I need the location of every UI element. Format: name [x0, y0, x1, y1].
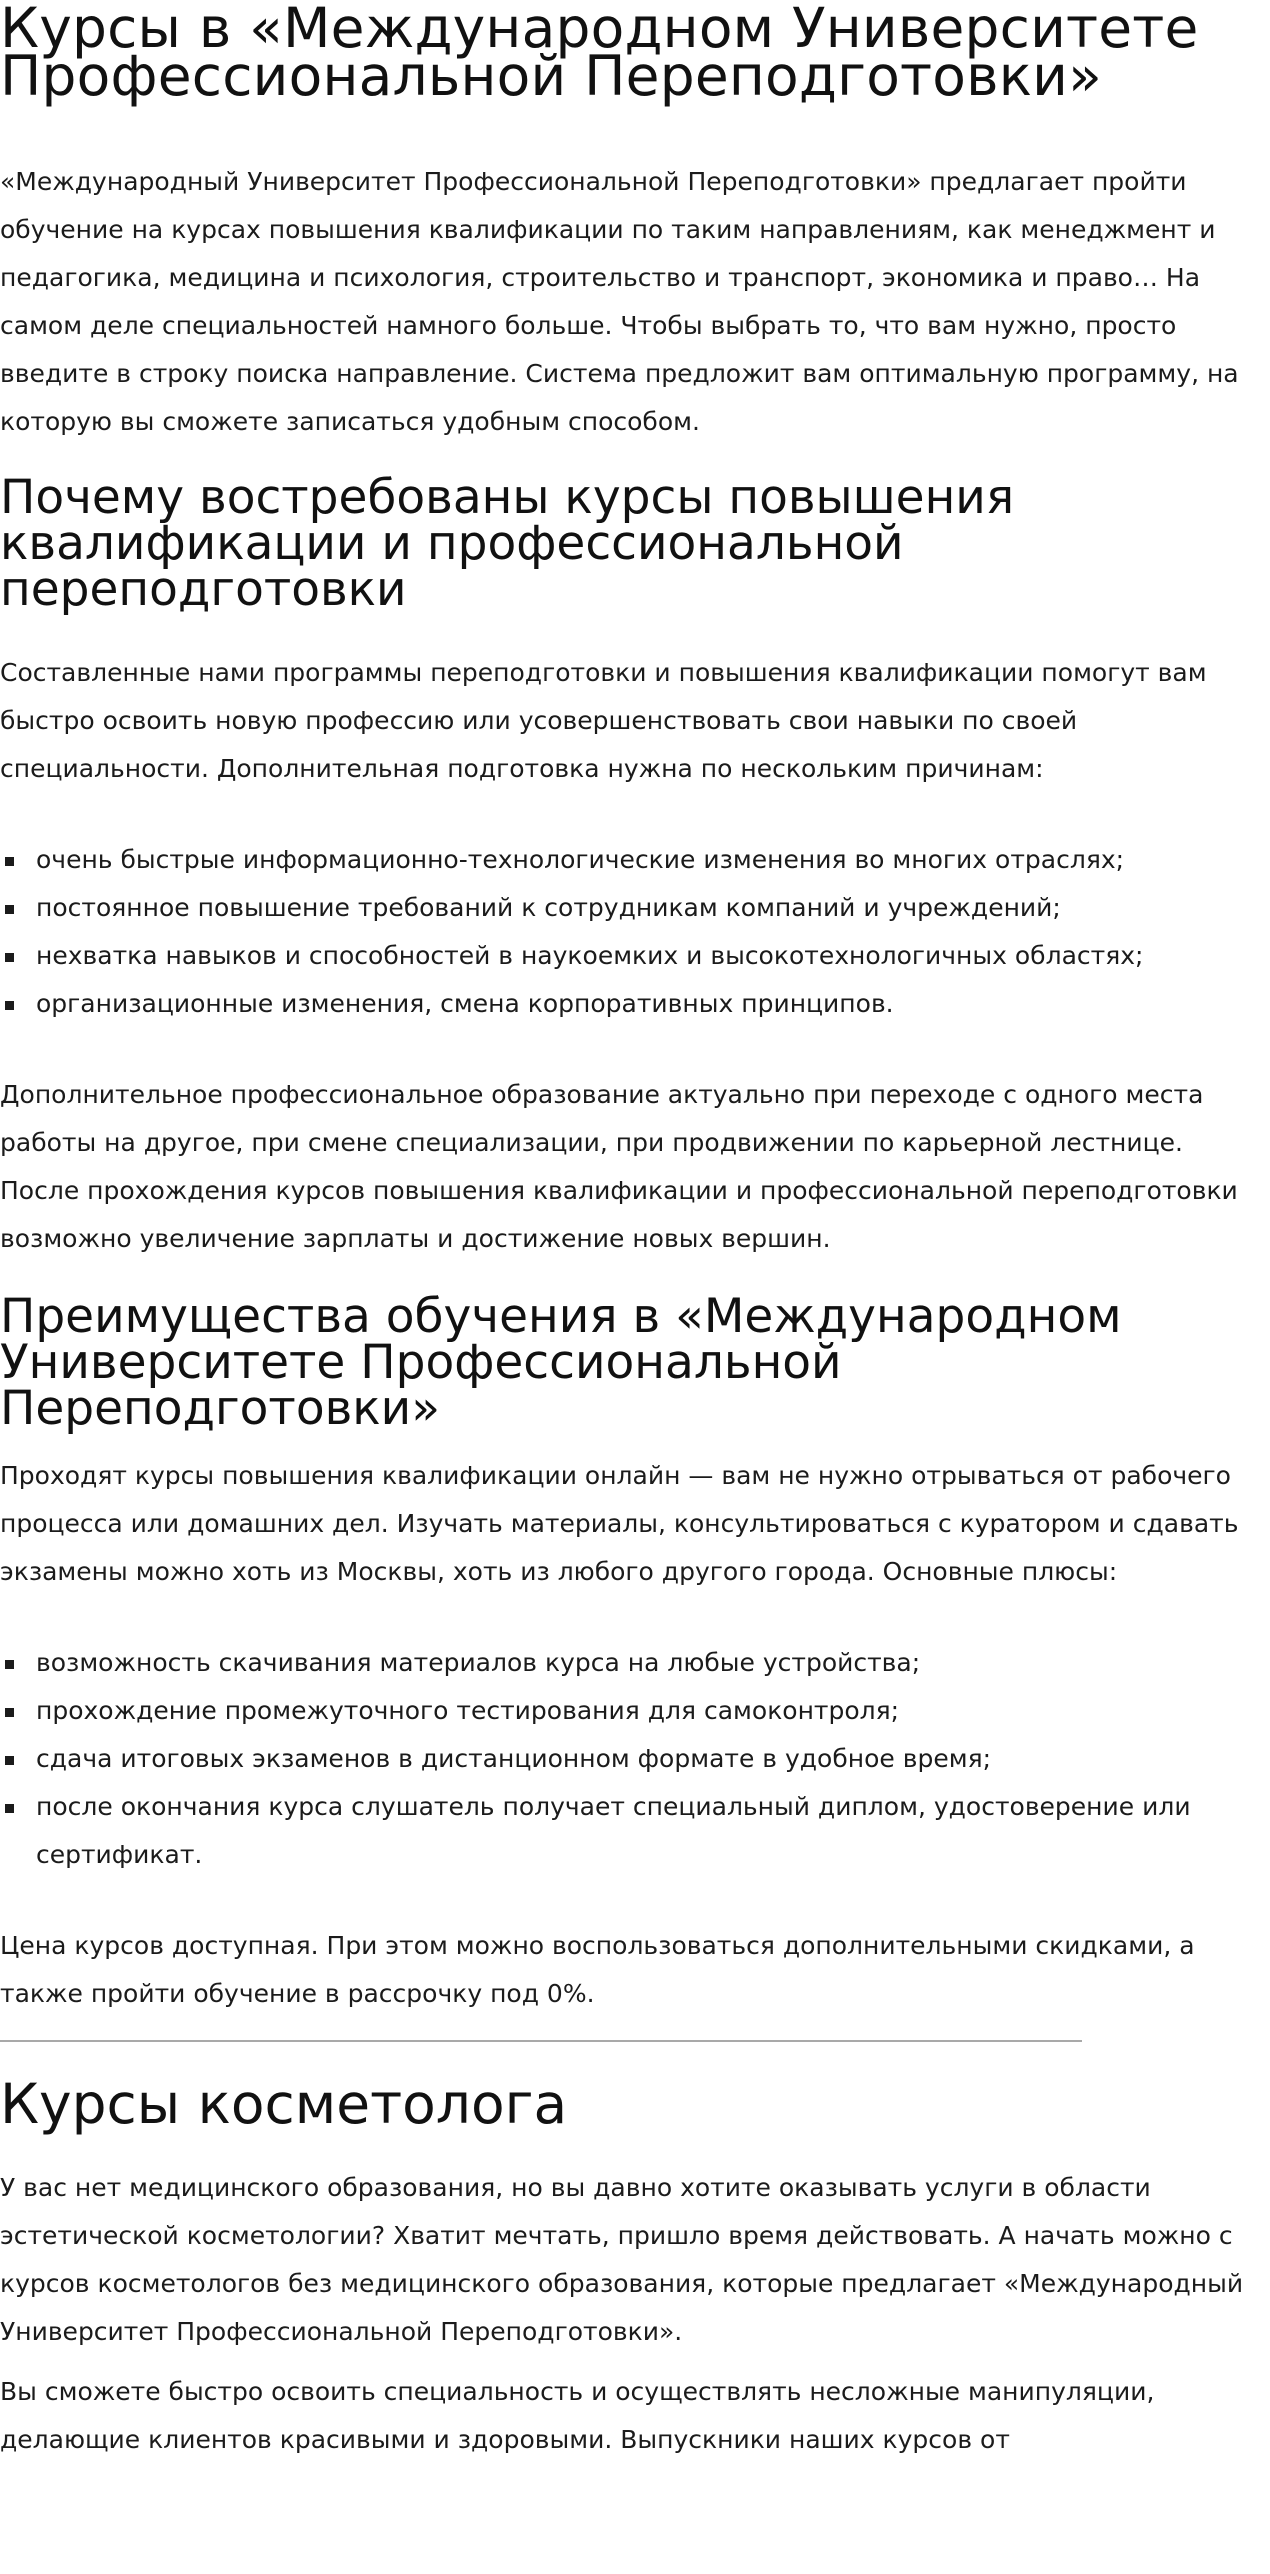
section-divider — [0, 2040, 1082, 2042]
section-advantages-paragraph: Проходят курсы повышения квалификации онлайн — вам не нужно отрываться от рабочего процесса или домашних дел. Изучать материалы, консультироваться с куратором и сдавать экзамены можно хоть из Москвы, хоть из любого другого города. Основные плюсы: — [0, 1461, 1239, 1586]
cosmetology-paragraph: Вы сможете быстро освоить специальность и осуществлять несложные манипуляции, делающие клиентов красивыми и здоровыми. Выпускники наших курсов от — [0, 2377, 1155, 2454]
reasons-list — [0, 836, 1262, 1028]
list-item: организационные изменения, смена корпоративных принципов. — [0, 980, 1262, 1028]
intro-paragraph: «Международный Университет Профессиональной Переподготовки» предлагает пройти обучение на курсах повышения квалификации по таким направлениям, как менеджмент и педагогика, медицина и психология, строительство и транспорт, экономика и право… На самом деле специальностей намного больше. Чтобы выбрать то, что вам нужно, просто введите в строку поиска направление. Система предложит вам оптимальную программу, на которую вы сможете записаться удобным способом. — [0, 167, 1239, 436]
list-item: постоянное повышение требований к сотрудникам компаний и учреждений; — [0, 884, 1262, 932]
section-cosmetology-heading: Курсы косметолога — [0, 2072, 568, 2136]
section-advantages-heading: Преимущества обучения в «Международном Университете Профессиональной Переподготовки» — [0, 1289, 1122, 1436]
list-item: очень быстрые информационно-технологические изменения во многих отраслях; — [0, 836, 1262, 884]
list-item: сдача итоговых экзаменов в дистанционном формате в удобное время; — [0, 1735, 1262, 1783]
page-title: Курсы в «Международном Университете Профессиональной Переподготовки» — [0, 0, 1199, 108]
section-advantages-closing: Цена курсов доступная. При этом можно воспользоваться дополнительными скидками, а также пройти обучение в рассрочку под 0%. — [0, 1931, 1195, 2008]
list-item: прохождение промежуточного тестирования для самоконтроля; — [0, 1687, 1262, 1735]
list-item: нехватка навыков и способностей в наукоемких и высокотехнологичных областях; — [0, 932, 1262, 980]
cosmetology-paragraph: У вас нет медицинского образования, но вы давно хотите оказывать услуги в области эстетической косметологии? Хватит мечтать, пришло время действовать. А начать можно с курсов косметологов без медицинского образования, которые предлагает «Международный Университет Профессиональной Переподготовки». — [0, 2173, 1244, 2346]
section-why-paragraph: Составленные нами программы переподготовки и повышения квалификации помогут вам быстро освоить новую профессию или усовершенствовать свои навыки по своей специальности. Дополнительная подготовка нужна по нескольким причинам: — [0, 658, 1207, 783]
list-item: после окончания курса слушатель получает специальный диплом, удостоверение или сертификат. — [0, 1783, 1262, 1879]
benefits-list — [0, 1639, 1262, 1879]
section-why-heading: Почему востребованы курсы повышения квалификации и профессиональной переподготовки — [0, 470, 1015, 617]
list-item: возможность скачивания материалов курса на любые устройства; — [0, 1639, 1262, 1687]
section-why-closing: Дополнительное профессиональное образование актуально при переходе с одного места работы на другое, при смене специализации, при продвижении по карьерной лестнице. После прохождения курсов повышения квалификации и профессиональной переподготовки возможно увеличение зарплаты и достижение новых вершин. — [0, 1080, 1238, 1253]
